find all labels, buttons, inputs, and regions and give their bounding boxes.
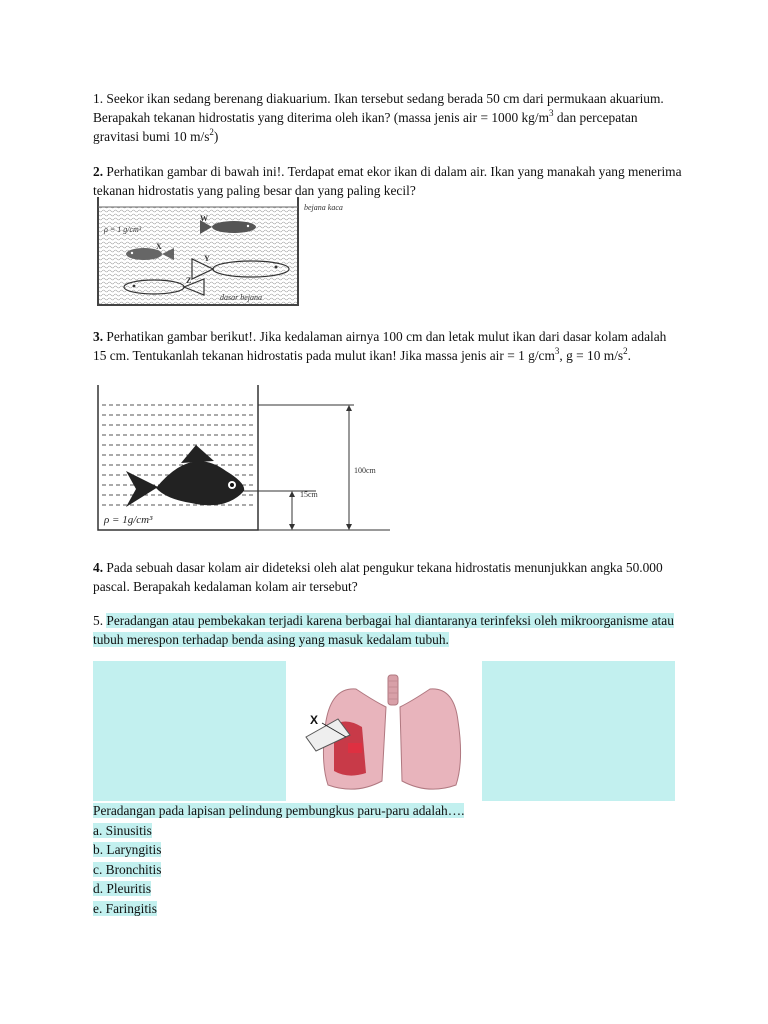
fish-x-label: X [156,242,162,251]
fish-y-label: Y [204,254,210,263]
depth-total-label: 100cm [354,466,376,475]
bottom-label: dasar bejana [220,293,262,302]
option-d: d. Pleuritis [93,881,152,896]
figure-label-x: X [310,713,319,727]
right-lung [400,689,461,789]
fish-icon [126,445,244,507]
density-label: ρ = 1g/cm³ [104,514,153,526]
pond-walls [98,385,258,530]
depth-mouth-label: 15cm [300,490,318,499]
trachea [388,675,398,705]
lung-figure-frame [286,661,482,801]
option-e: e. Faringitis [93,901,157,916]
question-number: 2. [93,164,104,179]
question-2: 2. Perhatikan gambar di bawah ini!. Terdapat emat ekor ikan di dalam air. Ikan yang manakah yang menerima tekanan hidrostatis yang paling besar dan yang paling kecil? [93,164,682,198]
lungs-figure [286,661,482,801]
question-number: 5. [93,613,107,628]
question-number: 3. [93,329,104,344]
question-1: 1. Seekor ikan sedang berenang diakuarium. Ikan tersebut sedang berada 50 cm dari permukaan akuarium. Berapakah tekanan hidrostatis yang diterima oleh ikan? (massa jenis air = 1000 $kg/m^3$ dan percepatan gravitasi bumi 10 $m/s^2$) [93,91,664,144]
option-c: c. Bronchitis [93,862,162,877]
question-3: 3. Perhatikan gambar berikut!. Jika kedalaman airnya 100 cm dan letak mulut ikan dari dasar kolam adalah 15 cm. Tentukanlah tekanan hidrostatis pada mulut ikan! Jika massa jenis air = 1 $g/cm^3$, g = 10 $m/s^2$. [93,329,667,363]
option-b: b. Laryngitis [93,842,162,857]
fish-z-label: Z [186,276,192,285]
density-label: ρ = 1 g/cm³ [104,225,142,234]
fish-pond-figure [96,383,396,533]
fish-w-label: W [200,214,208,223]
question-5-prompt: Peradangan pada lapisan pelindung pembungkus paru-paru adalah…. [93,803,465,818]
tank-label: bejana kaca [304,203,343,212]
option-a: a. Sinusitis [93,823,152,838]
question-4: 4. Pada sebuah dasar kolam air dideteksi oleh alat pengukur tekana hidrostatis menunjukkan angka 50.000 pascal. Berapakah kedalaman kolam air tersebut? [93,560,663,594]
question-number: 4. [93,560,104,575]
fish-tank-figure [96,197,386,307]
question-5: 5. Peradangan atau pembekakan terjadi karena berbagai hal diantaranya terinfeksi oleh mikroorganisme atau tubuh merespon terhadap benda asing yang masuk kedalam tubuh. [93,613,674,647]
